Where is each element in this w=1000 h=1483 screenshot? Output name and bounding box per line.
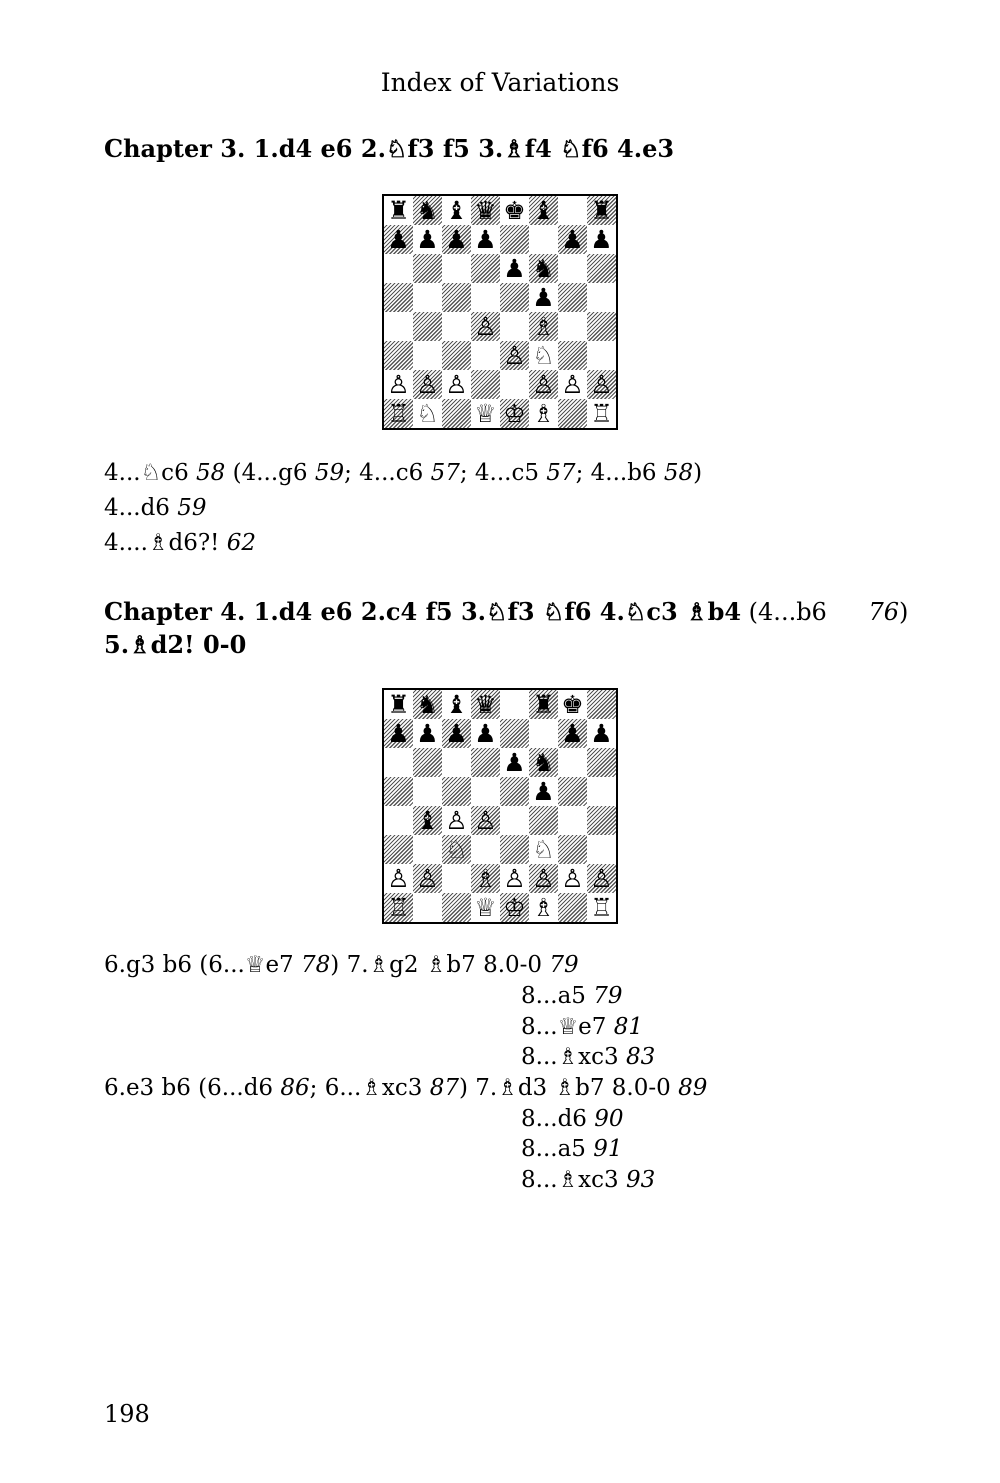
square-d3 (471, 835, 500, 864)
chess-piece-icon: ♟ (445, 719, 468, 748)
square-e3 (500, 835, 529, 864)
square-c4 (442, 806, 471, 835)
square-g6 (558, 254, 587, 283)
chess-piece-icon: ♞ (532, 254, 555, 283)
square-h1 (587, 399, 616, 428)
square-e2 (500, 864, 529, 893)
page-ref: 81 (613, 1014, 644, 1040)
square-b4 (413, 806, 442, 835)
square-f3 (529, 341, 558, 370)
square-g6 (558, 748, 587, 777)
square-h1 (587, 893, 616, 922)
square-c1 (442, 893, 471, 922)
square-d7 (471, 719, 500, 748)
square-e6 (500, 254, 529, 283)
chess-piece-icon: ♛ (474, 196, 497, 225)
square-f6 (529, 254, 558, 283)
page-ref: 57 (546, 460, 576, 486)
move-text: (4...g6 (225, 460, 315, 486)
chess-piece-icon: ♜ (590, 196, 613, 225)
square-b4 (413, 312, 442, 341)
chess-piece-icon: ♙ (416, 864, 439, 893)
move-text: ) 7.♗d3 ♗b7 8.0-0 (458, 1075, 679, 1101)
chess-piece-icon: ♗ (532, 312, 555, 341)
move-text: 8...d6 (521, 1106, 595, 1132)
chess-piece-icon: ♚ (503, 196, 526, 225)
chapter-3-heading: Chapter 3. 1.d4 e6 2.♘f3 f5 3.♗f4 ♘f6 4.e3 (104, 134, 675, 163)
square-h5 (587, 283, 616, 312)
square-e5 (500, 777, 529, 806)
square-a4 (384, 312, 413, 341)
chess-piece-icon: ♗ (532, 399, 555, 428)
square-a7 (384, 225, 413, 254)
square-e1 (500, 893, 529, 922)
square-g1 (558, 399, 587, 428)
square-f1 (529, 893, 558, 922)
chess-piece-icon: ♙ (474, 312, 497, 341)
variation-line (104, 495, 207, 521)
square-h2 (587, 864, 616, 893)
square-a8 (384, 196, 413, 225)
chess-piece-icon: ♟ (561, 225, 584, 254)
chess-piece-icon: ♟ (416, 719, 439, 748)
page-ref: 62 (226, 530, 257, 556)
running-head: Index of Variations (380, 68, 620, 97)
square-h3 (587, 341, 616, 370)
chess-piece-icon: ♜ (532, 690, 555, 719)
square-f4 (529, 312, 558, 341)
square-d6 (471, 748, 500, 777)
square-c6 (442, 254, 471, 283)
square-b1 (413, 893, 442, 922)
heading-note: (4...b6 (741, 598, 835, 626)
square-d5 (471, 283, 500, 312)
square-f7 (529, 225, 558, 254)
chess-piece-icon: ♛ (474, 690, 497, 719)
page-ref: 57 (430, 460, 460, 486)
square-b6 (413, 748, 442, 777)
move-text: 4...d6 (104, 495, 178, 521)
chapter-4-heading (104, 597, 908, 626)
square-f5 (529, 283, 558, 312)
move-text: 6.g3 b6 (6...♕e7 (104, 952, 301, 978)
square-b2 (413, 370, 442, 399)
move-text: ; 4...c5 (459, 460, 547, 486)
square-h6 (587, 254, 616, 283)
chess-piece-icon: ♙ (561, 370, 584, 399)
chapter-4-heading-continued: 5.♗d2! 0-0 (104, 630, 247, 659)
square-b5 (413, 283, 442, 312)
square-f3 (529, 835, 558, 864)
square-h5 (587, 777, 616, 806)
square-c8 (442, 196, 471, 225)
square-g3 (558, 835, 587, 864)
chess-piece-icon: ♟ (590, 719, 613, 748)
chess-diagram-chapter-4 (382, 688, 618, 924)
square-g2 (558, 864, 587, 893)
square-c6 (442, 748, 471, 777)
square-g2 (558, 370, 587, 399)
square-b7 (413, 719, 442, 748)
page-ref: 58 (663, 460, 694, 486)
square-c7 (442, 225, 471, 254)
page-ref: 86 (280, 1075, 310, 1101)
chess-piece-icon: ♙ (561, 864, 584, 893)
chess-piece-icon: ♔ (503, 893, 526, 922)
square-d1 (471, 893, 500, 922)
square-d8 (471, 690, 500, 719)
square-g3 (558, 341, 587, 370)
square-g4 (558, 312, 587, 341)
square-b5 (413, 777, 442, 806)
variation-line (521, 1044, 655, 1070)
variation-line (521, 1106, 624, 1132)
chess-piece-icon: ♟ (474, 719, 497, 748)
square-a6 (384, 748, 413, 777)
chess-piece-icon: ♖ (590, 893, 613, 922)
square-h2 (587, 370, 616, 399)
chess-piece-icon: ♙ (532, 370, 555, 399)
square-d4 (471, 312, 500, 341)
square-e6 (500, 748, 529, 777)
square-e4 (500, 806, 529, 835)
square-c4 (442, 312, 471, 341)
chess-piece-icon: ♟ (532, 777, 555, 806)
chess-piece-icon: ♝ (445, 690, 468, 719)
chess-piece-icon: ♟ (387, 225, 410, 254)
square-d4 (471, 806, 500, 835)
chess-piece-icon: ♙ (416, 370, 439, 399)
chess-piece-icon: ♝ (445, 196, 468, 225)
variation-line (104, 952, 579, 978)
chess-piece-icon: ♙ (445, 806, 468, 835)
page-ref: 59 (314, 460, 345, 486)
square-d7 (471, 225, 500, 254)
move-text: 4....♗d6?! (104, 530, 227, 556)
move-text: ) (693, 460, 703, 486)
chess-piece-icon: ♟ (503, 254, 526, 283)
square-c7 (442, 719, 471, 748)
chess-piece-icon: ♙ (387, 370, 410, 399)
square-c2 (442, 370, 471, 399)
chess-piece-icon: ♖ (387, 893, 410, 922)
square-b3 (413, 835, 442, 864)
chess-piece-icon: ♟ (532, 283, 555, 312)
page-ref: 59 (177, 495, 207, 521)
square-f8 (529, 196, 558, 225)
square-d3 (471, 341, 500, 370)
chess-piece-icon: ♖ (590, 399, 613, 428)
chess-piece-icon: ♖ (387, 399, 410, 428)
square-f8 (529, 690, 558, 719)
move-text: 4...♘c6 (104, 460, 197, 486)
square-d1 (471, 399, 500, 428)
square-a3 (384, 341, 413, 370)
square-h7 (587, 719, 616, 748)
square-d2 (471, 864, 500, 893)
chess-piece-icon: ♙ (445, 370, 468, 399)
square-d5 (471, 777, 500, 806)
square-e5 (500, 283, 529, 312)
chess-piece-icon: ♙ (532, 864, 555, 893)
chapter-4-heading-moves: Chapter 4. 1.d4 e6 2.c4 f5 3.♘f3 ♘f6 4.♘c3 ♗b4 (104, 597, 742, 626)
chess-piece-icon: ♟ (561, 719, 584, 748)
square-a7 (384, 719, 413, 748)
square-h3 (587, 835, 616, 864)
square-b6 (413, 254, 442, 283)
chess-piece-icon: ♗ (474, 864, 497, 893)
chess-piece-icon: ♘ (532, 835, 555, 864)
square-d6 (471, 254, 500, 283)
chess-piece-icon: ♝ (532, 196, 555, 225)
page-ref: 91 (593, 1136, 623, 1162)
square-g1 (558, 893, 587, 922)
page-ref: 58 (196, 460, 226, 486)
square-a6 (384, 254, 413, 283)
heading-note: ) (899, 598, 909, 626)
move-text: 6.e3 b6 (6...d6 (104, 1075, 281, 1101)
square-f5 (529, 777, 558, 806)
square-a4 (384, 806, 413, 835)
square-f7 (529, 719, 558, 748)
square-c3 (442, 835, 471, 864)
square-c2 (442, 864, 471, 893)
square-g5 (558, 777, 587, 806)
variation-line (521, 983, 623, 1009)
square-a5 (384, 283, 413, 312)
chess-piece-icon: ♕ (474, 893, 497, 922)
square-b8 (413, 196, 442, 225)
chess-piece-icon: ♟ (474, 225, 497, 254)
square-a3 (384, 835, 413, 864)
square-g8 (558, 196, 587, 225)
chess-piece-icon: ♟ (416, 225, 439, 254)
chess-piece-icon: ♟ (387, 719, 410, 748)
page-ref: 79 (549, 952, 579, 978)
square-c5 (442, 283, 471, 312)
square-b7 (413, 225, 442, 254)
square-b1 (413, 399, 442, 428)
chess-piece-icon: ♘ (532, 341, 555, 370)
variation-line (521, 1014, 643, 1040)
chess-piece-icon: ♟ (590, 225, 613, 254)
square-c5 (442, 777, 471, 806)
chess-piece-icon: ♝ (416, 806, 439, 835)
page-ref: 79 (593, 983, 623, 1009)
chess-piece-icon: ♚ (561, 690, 584, 719)
move-text: ; 4...c6 (344, 460, 431, 486)
square-c8 (442, 690, 471, 719)
square-h4 (587, 312, 616, 341)
move-text: 8...a5 (521, 983, 594, 1009)
square-e7 (500, 719, 529, 748)
square-g4 (558, 806, 587, 835)
chess-piece-icon: ♙ (503, 341, 526, 370)
move-text: ) 7.♗g2 ♗b7 8.0-0 (330, 952, 550, 978)
chess-diagram-chapter-3 (382, 194, 618, 430)
chess-piece-icon: ♕ (474, 399, 497, 428)
variation-line (104, 530, 256, 556)
move-text: 8...♗xc3 (521, 1167, 626, 1193)
square-a8 (384, 690, 413, 719)
chess-piece-icon: ♙ (387, 864, 410, 893)
square-e1 (500, 399, 529, 428)
square-b2 (413, 864, 442, 893)
chess-piece-icon: ♗ (532, 893, 555, 922)
square-g5 (558, 283, 587, 312)
chess-piece-icon: ♙ (590, 864, 613, 893)
square-a1 (384, 399, 413, 428)
square-c1 (442, 399, 471, 428)
chess-piece-icon: ♘ (416, 399, 439, 428)
square-d2 (471, 370, 500, 399)
move-text: ; 4...b6 (575, 460, 664, 486)
square-h6 (587, 748, 616, 777)
page-ref: 90 (594, 1106, 624, 1132)
square-h7 (587, 225, 616, 254)
square-h8 (587, 690, 616, 719)
square-h8 (587, 196, 616, 225)
variation-line (104, 460, 702, 486)
chess-piece-icon: ♟ (445, 225, 468, 254)
variation-line (104, 1075, 707, 1101)
square-h4 (587, 806, 616, 835)
chess-piece-icon: ♙ (590, 370, 613, 399)
square-e8 (500, 196, 529, 225)
square-f2 (529, 864, 558, 893)
square-e4 (500, 312, 529, 341)
page-ref: 78 (301, 952, 331, 978)
page-ref: 83 (625, 1044, 656, 1070)
square-a2 (384, 864, 413, 893)
chess-piece-icon: ♞ (416, 196, 439, 225)
square-e7 (500, 225, 529, 254)
chess-piece-icon: ♙ (474, 806, 497, 835)
page-ref: 87 (429, 1075, 459, 1101)
square-c3 (442, 341, 471, 370)
move-text: 8...a5 (521, 1136, 594, 1162)
page-ref: 89 (678, 1075, 708, 1101)
page-number: 198 (104, 1400, 150, 1428)
variation-line (521, 1167, 655, 1193)
square-d8 (471, 196, 500, 225)
square-a5 (384, 777, 413, 806)
chess-piece-icon: ♟ (503, 748, 526, 777)
chess-piece-icon: ♙ (503, 864, 526, 893)
square-a2 (384, 370, 413, 399)
page-ref: 93 (625, 1167, 656, 1193)
variation-line (521, 1136, 623, 1162)
page-ref: 76 (868, 598, 900, 626)
move-text: ; 6...♗xc3 (309, 1075, 430, 1101)
square-g8 (558, 690, 587, 719)
chess-piece-icon: ♞ (416, 690, 439, 719)
move-text: 8...♗xc3 (521, 1044, 626, 1070)
square-f6 (529, 748, 558, 777)
square-e3 (500, 341, 529, 370)
square-e8 (500, 690, 529, 719)
chess-piece-icon: ♞ (532, 748, 555, 777)
square-g7 (558, 719, 587, 748)
move-text: 8...♕e7 (521, 1014, 614, 1040)
square-f4 (529, 806, 558, 835)
square-g7 (558, 225, 587, 254)
square-a1 (384, 893, 413, 922)
square-e2 (500, 370, 529, 399)
chess-piece-icon: ♔ (503, 399, 526, 428)
square-f1 (529, 399, 558, 428)
chess-piece-icon: ♜ (387, 690, 410, 719)
chess-piece-icon: ♜ (387, 196, 410, 225)
chess-piece-icon: ♘ (445, 835, 468, 864)
square-b8 (413, 690, 442, 719)
square-f2 (529, 370, 558, 399)
square-b3 (413, 341, 442, 370)
